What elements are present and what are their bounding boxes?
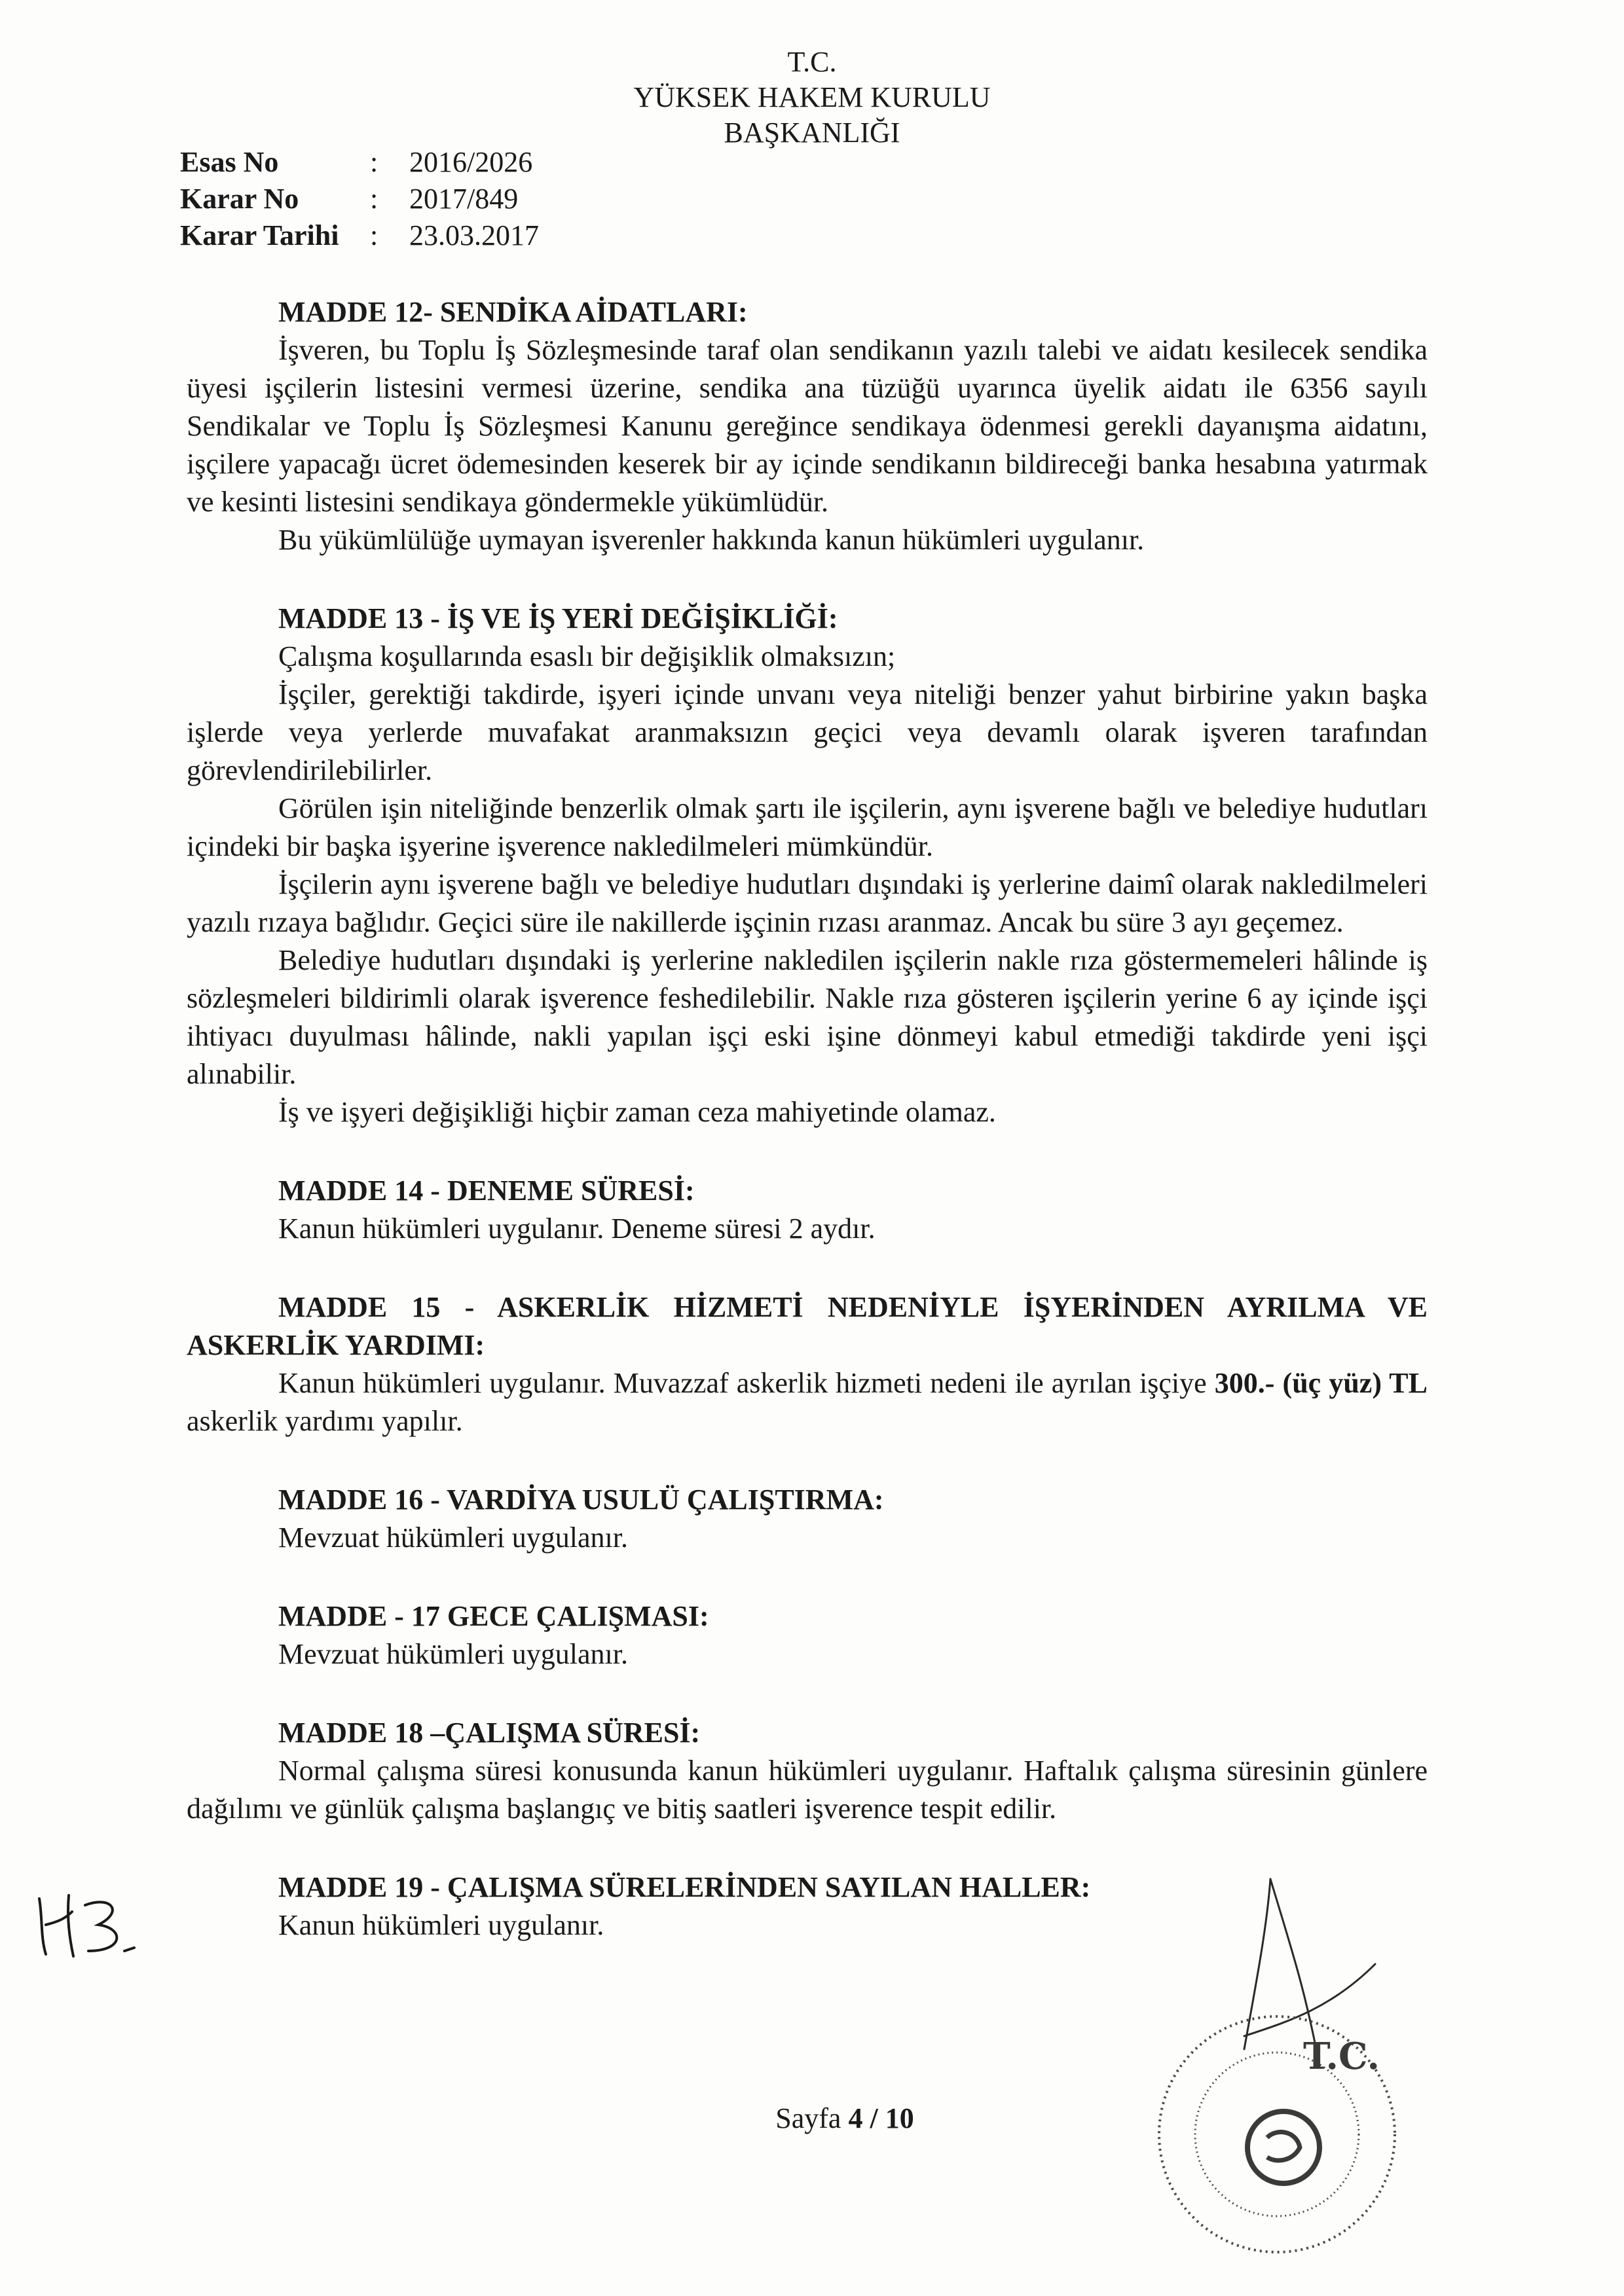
article-13-paragraph-1: Çalışma koşullarında esaslı bir değişiklik olmaksızın; xyxy=(278,640,896,672)
article-12-paragraph-2: Bu yükümlülüğe uymayan işverenler hakkında kanun hükümleri uygulanır. xyxy=(278,524,1145,556)
article-18 xyxy=(187,1714,1428,1828)
article-12-paragraph-1: İşveren, bu Toplu İş Sözleşmesinde taraf olan sendikanın yazılı talebi ve aidatı kesilecek sendika üyesi işçilerin listesini vermesi üzerine, sendika ana tüzüğü uyarınca üyelik aidatı ile 6356 sayılı Sendikalar ve Toplu İş Sözleşmesi Kanunu gereğince sendikaya ödenmesi gerekli dayanışma aidatını, işçilere yapacağı ücret ödemesinden keserek bir ay içinde sendikanın bildireceği banka hesabına yatırmak ve kesinti listesini sendikaya göndermekle yükümlüdür. xyxy=(187,334,1428,518)
article-13-title: MADDE 13 - İŞ VE İŞ YERİ DEĞİŞİKLİĞİ: xyxy=(278,602,838,634)
tarih-separator: : xyxy=(370,219,378,251)
article-15-paragraph-1 xyxy=(187,1364,1428,1440)
handwritten-initials xyxy=(26,1886,144,1964)
article-13-paragraph-3: Görülen işin niteliğinde benzerlik olmak şartı ile işçilerin, aynı işverene bağlı ve belediye hudutları içindeki bir başka işyerine işverence nakledilmeleri mümkündür. xyxy=(187,792,1428,862)
article-13-paragraph-6: İş ve işyeri değişikliği hiçbir zaman ceza mahiyetinde olamaz. xyxy=(278,1096,996,1128)
page-count: 4 / 10 xyxy=(848,2102,914,2134)
tarih-label: Karar Tarihi xyxy=(180,219,339,251)
article-15-amount: 300.- (üç yüz) TL xyxy=(1214,1367,1428,1399)
header-tc: T.C. xyxy=(787,46,837,78)
article-17-title: MADDE - 17 GECE ÇALIŞMASI: xyxy=(278,1600,709,1632)
article-16 xyxy=(187,1481,1428,1557)
article-16-paragraph-1: Mevzuat hükümleri uygulanır. xyxy=(278,1522,628,1554)
article-13-paragraph-5: Belediye hudutları dışındaki iş yerlerine nakledilen işçilerin nakle rıza göstermemeleri hâlinde iş sözleşmeleri bildirimli olarak işverence feshedilebilir. Nakle rıza gösteren işçilerin yerine 6 ay içinde işçi ihtiyacı duyulması hâlinde, nakli yapılan işçi eski işine dönmeyi kabul etmediği takdirde yeni işçi alınabilir. xyxy=(187,944,1428,1090)
article-14-paragraph-1: Kanun hükümleri uygulanır. Deneme süresi 2 aydır. xyxy=(278,1212,876,1245)
official-seal-stamp xyxy=(1126,1997,1428,2272)
header-office: BAŞKANLIĞI xyxy=(724,117,900,149)
esas-separator: : xyxy=(370,146,378,178)
article-18-paragraph-1: Normal çalışma süresi konusunda kanun hükümleri uygulanır. Haftalık çalışma süresinin günlere dağılımı ve günlük çalışma başlangıç ve bitiş saatleri işverence tespit edilir. xyxy=(187,1755,1428,1825)
article-13-paragraph-2: İşçiler, gerektiği takdirde, işyeri içinde unvanı veya niteliği benzer yahut birbirine yakın başka işlerde veya yerlerde muvafakat aranmaksızın geçici veya devamlı olarak işveren tarafından görevlendirilebilirler. xyxy=(187,678,1428,786)
article-15-title: MADDE 15 - ASKERLİK HİZMETİ NEDENİYLE İŞYERİNDEN AYRILMA VE ASKERLİK YARDIMI: xyxy=(187,1291,1428,1361)
article-17-paragraph-1: Mevzuat hükümleri uygulanır. xyxy=(278,1638,628,1670)
article-13 xyxy=(187,600,1428,1131)
case-metadata xyxy=(180,144,539,254)
header-institution: YÜKSEK HAKEM KURULU xyxy=(633,81,991,113)
karar-label: Karar No xyxy=(180,183,299,215)
article-14-title: MADDE 14 - DENEME SÜRESİ: xyxy=(278,1175,695,1207)
article-14 xyxy=(187,1172,1428,1248)
article-15 xyxy=(187,1288,1428,1440)
document-body xyxy=(187,293,1428,1985)
tarih-value: 23.03.2017 xyxy=(409,219,539,251)
page-number xyxy=(747,2102,943,2135)
article-19-paragraph-1: Kanun hükümleri uygulanır. xyxy=(278,1909,604,1941)
karar-value: 2017/849 xyxy=(409,183,519,215)
karar-separator: : xyxy=(370,183,378,215)
karar-row xyxy=(180,181,539,217)
seal-tc-text: T.C. xyxy=(1303,2035,1380,2078)
esas-value: 2016/2026 xyxy=(409,146,533,178)
article-15-text: Kanun hükümleri uygulanır. Muvazzaf askerlik hizmeti nedeni ile ayrılan işçiye xyxy=(278,1367,1215,1399)
page-prefix: Sayfa xyxy=(775,2102,849,2134)
article-17 xyxy=(187,1597,1428,1673)
article-18-title: MADDE 18 –ÇALIŞMA SÜRESİ: xyxy=(278,1717,701,1749)
article-12 xyxy=(187,293,1428,559)
article-13-paragraph-4: İşçilerin aynı işverene bağlı ve belediye hudutları dışındaki iş yerlerine daimî olarak nakledilmeleri yazılı rızaya bağlıdır. Geçici süre ile nakillerde işçinin rızası aranmaz. Ancak bu süre 3 ayı geçemez. xyxy=(187,868,1428,938)
article-15-tail: askerlik yardımı yapılır. xyxy=(187,1405,463,1437)
esas-label: Esas No xyxy=(180,146,279,178)
esas-row xyxy=(180,144,539,181)
tarih-row xyxy=(180,217,539,254)
article-19-title: MADDE 19 - ÇALIŞMA SÜRELERİNDEN SAYILAN HALLER: xyxy=(278,1871,1091,1903)
article-16-title: MADDE 16 - VARDİYA USULÜ ÇALIŞTIRMA: xyxy=(278,1484,884,1516)
article-12-title: MADDE 12- SENDİKA AİDATLARI: xyxy=(278,296,748,328)
